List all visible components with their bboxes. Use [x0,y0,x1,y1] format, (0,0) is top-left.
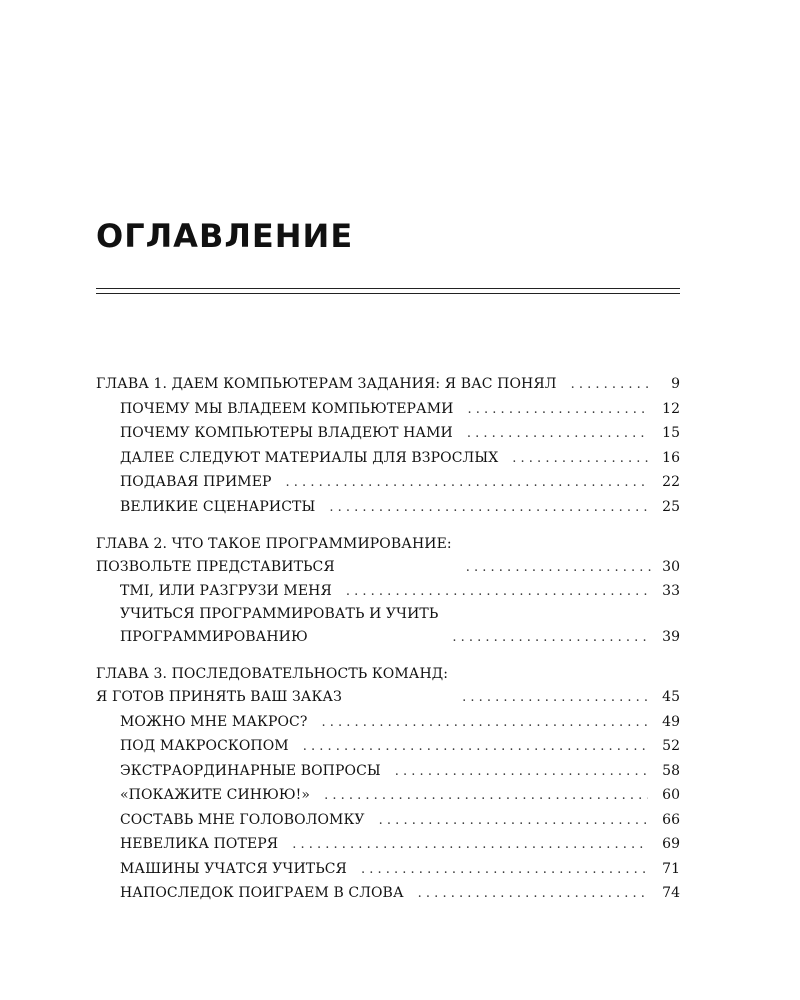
toc-page-number: 52 [662,738,680,754]
dot-leader [468,398,649,421]
toc-page-number: 12 [662,400,680,417]
toc-section-entry[interactable] [96,421,680,446]
dot-leader [395,760,648,783]
toc-chapter-title-line: ПОЗВОЛЬТЕ ПРЕДСТАВИТЬСЯ [96,558,335,575]
chapter-block-1 [96,373,680,519]
toc-section-title: НАПОСЛЕДОК ПОИГРАЕМ В СЛОВА [120,885,404,901]
toc-section-title-line: ПРОГРАММИРОВАНИЮ [120,629,308,645]
toc-section-entry[interactable] [96,783,680,808]
toc-section-entry[interactable] [96,734,680,759]
toc-page-number: 9 [671,376,680,392]
toc-section-entry[interactable] [96,758,680,783]
toc-chapter-entry[interactable] [96,663,680,709]
chapter-block-2 [96,533,680,650]
toc-page-number: 66 [662,811,680,828]
toc-chapter-title-line: ГЛАВА 2. ЧТО ТАКОЕ ПРОГРАММИРОВАНИЕ: [96,535,452,552]
toc-page-number: 45 [662,689,680,705]
toc-section-entry[interactable] [96,881,680,906]
toc-chapter-title-line: Я ГОТОВ ПРИНЯТЬ ВАШ ЗАКАЗ [96,689,342,705]
toc-chapter-title: ГЛАВА 1. ДАЕМ КОМПЬЮТЕРАМ ЗАДАНИЯ: Я ВАС ПОНЯЛ [96,376,557,392]
toc-section-title: ПОД МАКРОСКОПОМ [120,738,289,754]
dot-leader [346,580,648,603]
toc-section-entry[interactable] [96,470,680,495]
table-of-contents [96,373,680,905]
title-rule-upper [96,288,680,289]
toc-page-number: 74 [662,885,680,901]
page-title: ОГЛАВЛЕНИЕ [96,217,354,255]
toc-section-title: ПОЧЕМУ МЫ ВЛАДЕЕМ КОМПЬЮТЕРАМИ [120,400,454,417]
toc-chapter-entry[interactable] [96,533,680,579]
toc-section-entry[interactable] [96,603,680,649]
dot-leader [329,496,648,519]
toc-page-number: 49 [662,713,680,730]
dot-leader [324,784,648,807]
dot-leader [321,711,648,734]
toc-section-entry[interactable] [96,856,680,881]
toc-section-title: ПОЧЕМУ КОМПЬЮТЕРЫ ВЛАДЕЮТ НАМИ [120,425,453,441]
toc-page-number: 71 [662,860,680,877]
toc-section-title: TMI, ИЛИ РАЗГРУЗИ МЕНЯ [120,583,332,599]
dot-leader [286,471,648,494]
dot-leader [571,373,652,396]
dot-leader [466,556,652,579]
toc-section-title: ПОДАВАЯ ПРИМЕР [120,474,272,490]
dot-leader [303,735,648,758]
toc-section-entry[interactable] [96,396,680,421]
toc-page-number: 69 [662,836,680,852]
toc-section-title: СОСТАВЬ МНЕ ГОЛОВОЛОМКУ [120,811,365,828]
dot-leader [452,626,648,649]
dot-leader [467,422,648,445]
toc-chapter-entry[interactable] [96,373,680,396]
toc-section-entry[interactable] [96,494,680,519]
toc-section-title: ВЕЛИКИЕ СЦЕНАРИСТЫ [120,498,316,515]
toc-section-title: «ПОКАЖИТЕ СИНЮЮ!» [120,787,311,803]
toc-page-number: 22 [662,474,680,490]
toc-page-number: 39 [662,629,680,645]
dot-leader [418,882,648,905]
toc-page-number: 15 [662,425,680,441]
dot-leader [379,809,648,832]
dot-leader [292,833,648,856]
toc-section-title: ЭКСТРАОРДИНАРНЫЕ ВОПРОСЫ [120,762,381,779]
toc-section-title: МАШИНЫ УЧАТСЯ УЧИТЬСЯ [120,860,347,877]
toc-section-entry[interactable] [96,807,680,832]
toc-section-entry[interactable] [96,832,680,857]
toc-page-number: 58 [662,762,680,779]
toc-section-entry[interactable] [96,579,680,604]
chapter-block-3 [96,663,680,905]
toc-page-number: 30 [662,558,680,575]
toc-section-title-line: УЧИТЬСЯ ПРОГРАММИРОВАТЬ И УЧИТЬ [120,606,439,622]
dot-leader [512,447,648,470]
toc-section-title: НЕВЕЛИКА ПОТЕРЯ [120,836,279,852]
toc-page-number: 25 [662,498,680,515]
toc-section-entry[interactable] [96,709,680,734]
toc-section-title: МОЖНО МНЕ МАКРОС? [120,713,308,730]
toc-page-number: 33 [662,583,680,599]
toc-chapter-title-line: ГЛАВА 3. ПОСЛЕДОВАТЕЛЬНОСТЬ КОМАНД: [96,666,449,682]
title-rule-lower [96,293,680,294]
dot-leader [361,858,648,881]
toc-page-number: 16 [662,449,680,466]
dot-leader [462,686,652,709]
toc-section-entry[interactable] [96,445,680,470]
toc-page-number: 60 [662,787,680,803]
toc-section-title: ДАЛЕЕ СЛЕДУЮТ МАТЕРИАЛЫ ДЛЯ ВЗРОСЛЫХ [120,449,499,466]
